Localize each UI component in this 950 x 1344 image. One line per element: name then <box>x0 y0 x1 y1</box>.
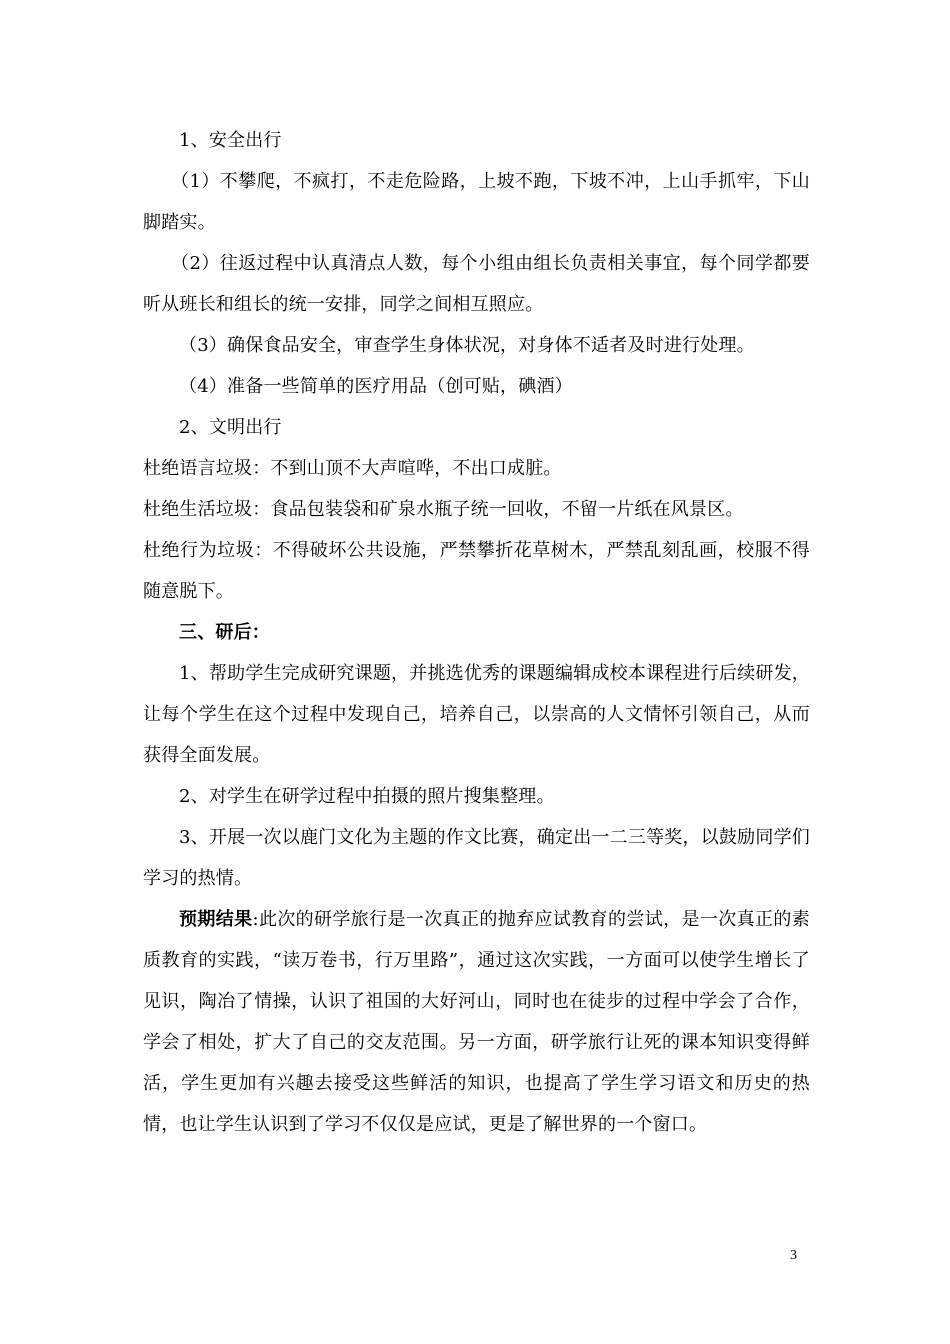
paragraph-post-study-1: 1、帮助学生完成研究课题，并挑选优秀的课题编辑成校本课程进行后续研发，让每个学生在这个过程中发现自己，培养自己，以崇高的人文情怀引领自己，从而获得全面发展。 <box>143 663 810 766</box>
heading-safe-travel: 1、安全出行 <box>179 130 282 151</box>
paragraph-safety-item-2: （2）往返过程中认真清点人数，每个小组由组长负责相关事宜，每个同学都要听从班长和组长的统一安排，同学之间相互照应。 <box>143 253 810 315</box>
paragraph-expected-results <box>143 899 810 1145</box>
heading-civilized-travel: 2、文明出行 <box>179 417 282 438</box>
paragraph-post-study-3: 3、开展一次以鹿门文化为主题的作文比赛，确定出一二三等奖，以鼓励同学们学习的热情。 <box>143 827 810 889</box>
expected-results-body: :此次的研学旅行是一次真正的抛弃应试教育的尝试，是一次真正的素质教育的实践，“读万卷书，行万里路”，通过这次实践，一方面可以使学生增长了见识，陶冶了情操，认识了祖国的大好河山，同时也在徒步的过程中学会了合作，学会了相处，扩大了自己的交友范围。另一方面，研学旅行让死的课本知识变得鲜活，学生更加有兴趣去接受这些鲜活的知识，也提高了学生学习语文和历史的热情，也让学生认识到了学习不仅仅是应试，更是了解世界的一个窗口。 <box>143 909 810 1135</box>
paragraph-language-litter: 杜绝语言垃圾：不到山顶不大声喧哗，不出口成脏。 <box>143 458 562 479</box>
paragraph-behavior-litter: 杜绝行为垃圾：不得破坏公共设施，严禁攀折花草树木，严禁乱刻乱画，校服不得随意脱下。 <box>143 540 810 602</box>
paragraph-post-study-2: 2、对学生在研学过程中拍摄的照片搜集整理。 <box>179 786 555 807</box>
expected-results-label: 预期结果 <box>179 909 253 930</box>
document-body <box>143 120 810 1145</box>
paragraph-life-litter: 杜绝生活垃圾：食品包装袋和矿泉水瓶子统一回收，不留一片纸在风景区。 <box>143 499 744 520</box>
paragraph-safety-item-4: （4）准备一些简单的医疗用品（创可贴，碘酒） <box>179 376 573 397</box>
page-number: 3 <box>790 1248 797 1263</box>
paragraph-safety-item-1: （1）不攀爬，不疯打，不走危险路，上坡不跑，下坡不冲，上山手抓牢，下山脚踏实。 <box>143 171 810 233</box>
paragraph-safety-item-3: （3）确保食品安全，审查学生身体状况，对身体不适者及时进行处理。 <box>179 335 755 356</box>
heading-post-study: 三、研后： <box>179 622 270 643</box>
